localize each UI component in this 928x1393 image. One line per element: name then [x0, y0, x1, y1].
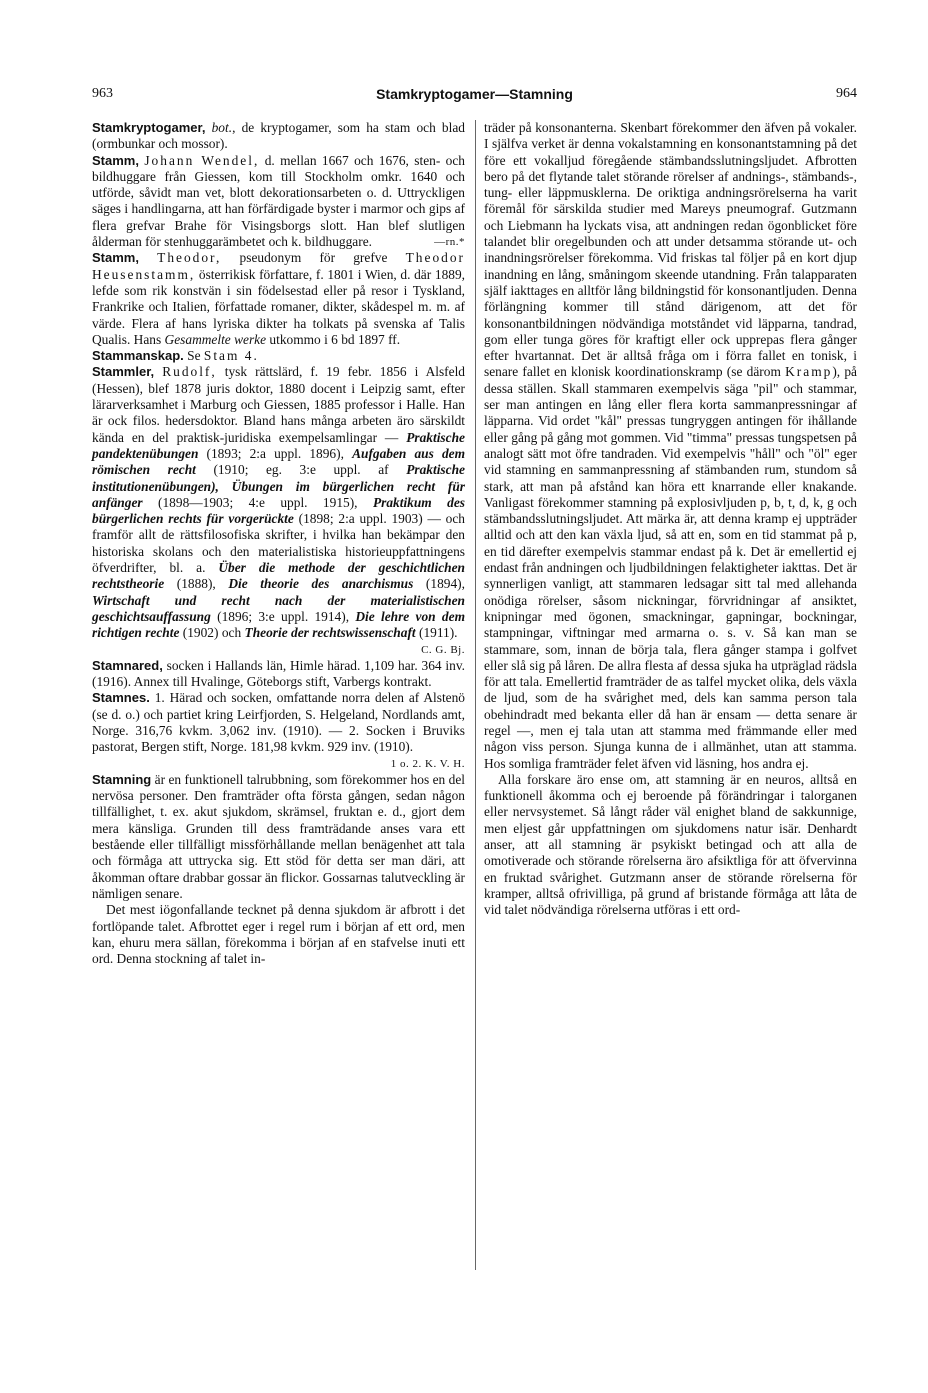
- page-header: [92, 86, 857, 106]
- headword: Stamkryptogamer,: [92, 120, 206, 135]
- right-page-number: 964: [836, 86, 857, 101]
- headword: Stammler,: [92, 364, 155, 380]
- entry-stammler: Stammler, Rudolf, tysk rättslärd, f. 19 febr. 1856 i Alsfeld (Hessen), blef 1878 juris doktor, 1880 docent i Leipzig samt, efter lärarverksamhet i Marburg och Giessen, 1885 professor i Halle. Han är ock filos. hedersdoktor. Bland hans många arbeten äro särskildt kända en del praktisk-juridiska exempelsamlingar — Praktische pandektenübungen (1893; 2:a uppl. 1896), Aufgaben aus dem römischen recht (1910; eg. 3:e uppl. af Praktische institutionenübungen), Übungen im bürgerlichen recht für anfänger (1898—1903; 4:e uppl. 1915), Praktikum des bürgerlichen rechts für vorgerückte (1898; 2:a uppl. 1903) — och framför allt de rättsfilosofiska skrifter, i hvilka han bekämpar den historiska skolans och den materialistiska historieuppfattningens öfverdrifter, bl. a. Über die methode der geschichtlichen rechtstheorie (1888), Die theorie des anarchismus (1894), Wirtschaft und recht nach der materialistischen geschichtsauffassung (1896; 3:e uppl. 1914), Die lehre von dem richtigen rechte (1902) och Theorie der rechtswissenschaft (1911). C. G. Bj.: [92, 364, 465, 657]
- entry-stamnes: Stamnes. 1. Härad och socken, omfattande norra delen af Alstenö (se d. o.) och partiet kring Leirfjorden, S. Helgeland, Nordlands amt, Norge. 316,76 kvkm. 3,062 inv. (1910). — 2. Socken i Bruviks pastorat, Bergen stift, Norge. 181,98 kvkm. 929 inv. (1910). 1 o. 2. K. V. H.: [92, 690, 465, 771]
- signature: —rn.*: [434, 236, 465, 249]
- signature: C. G. Bj.: [421, 643, 465, 656]
- entry-stamkryptogamer: Stamkryptogamer, bot., de kryptogamer, som ha stam och blad (ormbunkar och mossor).: [92, 120, 465, 152]
- headword: Stamnared,: [92, 657, 163, 673]
- entry-stamnared: Stamnared, socken i Hallands län, Himle härad. 1,109 har. 364 inv. (1916). Annex till Hvalinge, Göteborgs stift, Varbergs kontrakt.: [92, 657, 465, 690]
- entry-stamm-johann: Stamm, Johann Wendel, d. mellan 1667 och 1676, sten- och bildhuggare från Giessen, kom till Stockholm omkr. 1640 och utförde, såvidt man vet, blott dekorationsarbeten o. d. Uttryckligen säges i handlingarna, att han förfärdigade byster i marmor och gips af flera grefvar Brahe för Visingsborgs slott. Han blef slutligen ålderman för stenhuggarämbetet och k. bildhuggare. —rn.*: [92, 152, 465, 250]
- headword: Stamm,: [92, 152, 139, 168]
- left-column: [92, 120, 465, 967]
- headword: Stamnes.: [92, 690, 150, 706]
- column-divider: [475, 120, 476, 1270]
- stamning-paragraph-3: Alla forskare äro ense om, att stamning är en neuros, alltså en funktionell åkomma och ej beroende på förändringar i talorganen eller nervsystemet. Så långt råder väl enighet bland de sakkunnige, men eljest går uppfattningen om sjukdomens natur isär. Denhardt anser, att all stamning är psykiskt betingad och att alla de omotiverade och störande rörelserna äro afsiktliga för att öfvervinna en fruktad svårighet. Gutzmann anser de störande rörelserna för kramper, alltså ofrivilliga, på grund af bristande förmåga att låta de vid talet nödvändiga rörelserna utföras i ett ord-: [484, 771, 857, 918]
- headword: Stamning: [92, 771, 152, 787]
- left-page-number: 963: [92, 86, 113, 101]
- entry-stammanskap: Stammanskap. Se Stam 4.: [92, 348, 259, 364]
- entry-stamning: Stamning är en funktionell talrubbning, som förekommer hos en del nervösa personer. Den framträder ofta första gången, sedan någon tillfällighet, t. ex. akut sjukdom, skrämsel, fruktan e. d., gjort dem mera känsliga. Grunden till dess framträdande anses vara ett bestående eller tillfälligt missförhållande mellan benägenhet att tala och förmåga att uttrycka sig. Ett stöd för detta ser man däri, att åkomman oftare drabbar gossar än flickor. Gossarnas talutveckling är nämligen senare.: [92, 771, 465, 901]
- cross-reference: Kramp: [785, 364, 833, 380]
- running-title: Stamkryptogamer—Stamning: [376, 86, 573, 102]
- signature: 1 o. 2. K. V. H.: [390, 757, 465, 770]
- entry-stamm-theodor: Stamm, Theodor, pseudonym för grefve Theodor Heusenstamm, österrikisk författare, f. 1801 i Wien, d. där 1889, lefde som rik konstvän i sin födelsestad eller på resor i Tyskland, Frankrike och Italien, författade romaner, dikter, skådespel m. m. af värde. Flera af hans lyriska dikter ha tolkats på svenska af Talis Qualis. Hans Gesammelte werke utkommo i 6 bd 1897 ff.: [92, 250, 465, 347]
- cross-reference: Stam 4.: [203, 348, 259, 364]
- headword: Stammanskap.: [92, 348, 184, 364]
- stamning-paragraph-2: Det mest iögonfallande tecknet på denna sjukdom är afbrott i det fortlöpande talet. Afbrottet eger i regel rum i början af ett ord, men kan, ehuru mera sällan, förekomma i början af en stafvelse inuti ett ord. Denna stockning af talet in-: [92, 902, 465, 967]
- stamning-continued: träder på konsonanterna. Skenbart förekommer den äfven på vokaler. I själfva verket är denna vokalstamning en konsonantstamning på det före ett vokalljud föregående stämbandsslutningsljudet. Afbrotten bero på det flytande talet störande rörelser af andnings-, stämbands-, tung- eller läppmusklerna. De oriktiga andningsrörelserna ha varit föremål för särskilda studier med Mareys pneumograf. Gutzmann och Liebmann ha lyckats visa, att andningen redan ögonblicket före talandet blir oregelbunden och att under detsamma störande ut- och inandningsrörelser förekomma. Vid friskas tal följer på en kort djup inandning en lång, småningom skeende utandning. Från talapparaten själf iakttages en alltför lång bildningstid för konsonantljuden. Denna förlängning kommer till stånd därigenom, att det för konsonantbildningen nödvändiga motståndet vid läpparna, tandrad, gom eller tunga göres för kraftigt eller ock upprepas flera gånger efter hvartannat. Det är alltså fråga om i förra fallet en tonisk, i senare fallet en klonisk koordinationskramp (se därom Kramp), på dessa ställen. Skall stammaren exempelvis säga "pil" och stammar, ser man antingen en lång eller flera korta sammanpressningar af läpparna. Vid ordet "kål" pressas tungryggen antingen för ihållande eller gång på gång mot gommen. Vid "timma" pressas tungspetsen på analogt sätt mot öfre tandraden. Vid exempelvis "håll" och "öl" eger vid stamning en sammanpressning af stämbanden rum, stundom så stark, att man på afstånd kan höra ett knarrande eller knakande. Vanligast förekommer stamning på explosivljuden p, b, t, d, k, g och stämbandsslutningsljudet. Att märka är, att denna kramp ej uppträder alltid och att den kan växla ljud, så att en, som en tid stammat på p, en tid därefter exempelvis stammar endast på k. Det är emellertid ej endast från andningen och ljudbildningen felaktigheter iakttas. Det är synnerligen vanligt, att stammaren ledsagar sitt tal med allehanda onödiga rörelser, såsom nickningar, förvridningar af ansiktet, knipningar med ögonen, smackningar, gapningar, bockningar, stampningar, viftningar med armarna o. s. v. Så kan man se stammare, som, innan de börja tala, flera gånger stampa i golfvet eller slå sig på låren. De allra flesta af dessa sjuka ha utpräglad rädsla för att tala. Emellertid framträder de as talfel mycket olika, dels växla de ljud, som de ha svårighet med, dels kan samma person tala obehindradt med bekanta eller då han är ensam — detta senare är regel —, men ej tala utan att stamma med främmande eller med någon viss person. Sjunga kunna de i allmänhet, utan att stamma. Hos somliga framträder felet äfven vid läsning, hos andra ej.: [484, 120, 857, 771]
- headword: Stamm,: [92, 250, 139, 266]
- right-column: [484, 120, 857, 919]
